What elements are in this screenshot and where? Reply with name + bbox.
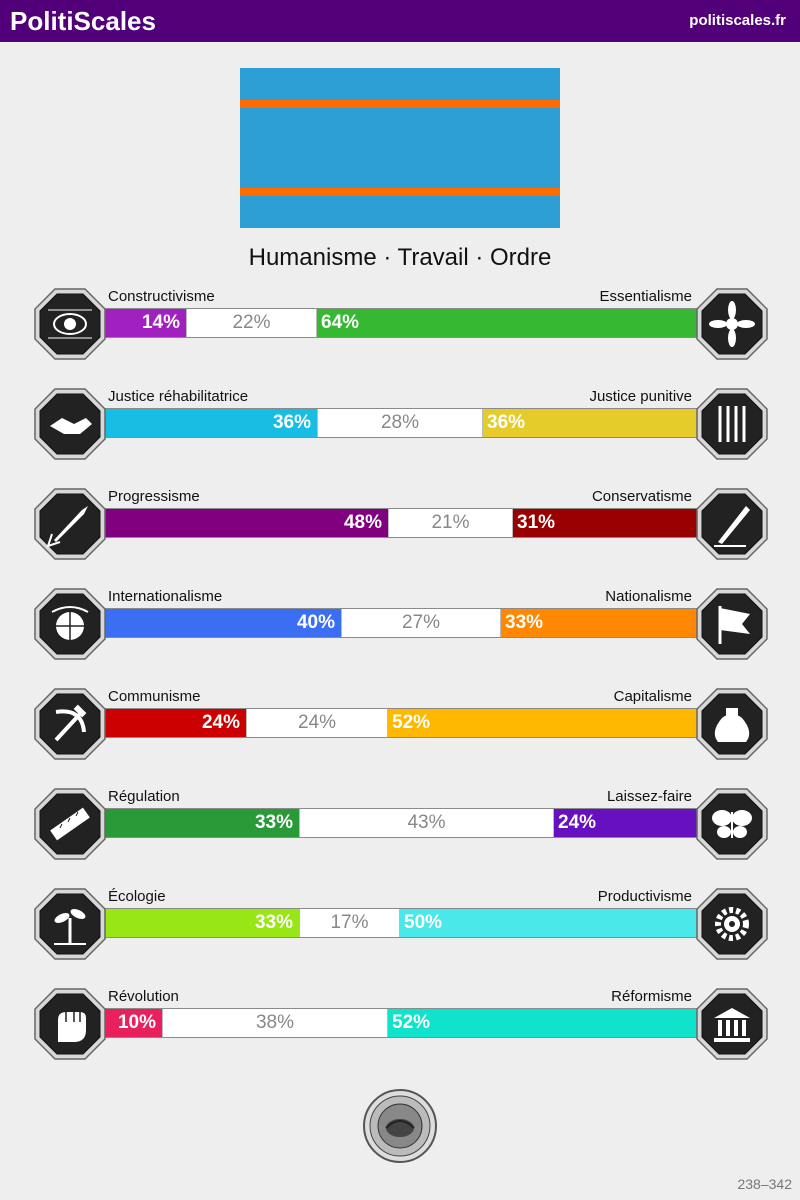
- axis-right-value: 52%: [388, 1009, 697, 1037]
- flag-icon: [696, 588, 768, 660]
- axis-row: [0, 388, 800, 468]
- axis-right-value: 31%: [513, 509, 697, 537]
- axis-left-value: 24%: [103, 709, 246, 737]
- fist-icon: [34, 988, 106, 1060]
- ideology-slogan: Humanisme · Travail · Ordre: [248, 244, 552, 271]
- axis-right-label: Laissez-faire: [606, 788, 692, 805]
- quill-icon: [696, 488, 768, 560]
- axis-row: [0, 288, 800, 368]
- axis-left-value: 10%: [103, 1009, 162, 1037]
- flag-stripe-top: [240, 100, 560, 108]
- axis-left-label: Justice réhabilitatrice: [108, 388, 249, 405]
- axis-left-label: Écologie: [108, 888, 166, 905]
- axis-middle-value: 24%: [246, 709, 388, 737]
- axis-left-value: 40%: [103, 609, 341, 637]
- axis-right-label: Nationalisme: [605, 588, 692, 605]
- gear-icon: [696, 888, 768, 960]
- axis-right-value: 52%: [388, 709, 697, 737]
- axis-bar: [102, 1008, 698, 1038]
- axis-right-value: 36%: [483, 409, 697, 437]
- handshake-icon: [34, 388, 106, 460]
- result-code: 238–342: [737, 1176, 792, 1192]
- axis-bar: [102, 808, 698, 838]
- butterfly-icon: [696, 788, 768, 860]
- rocket-icon: [34, 488, 106, 560]
- axis-right-value: 64%: [317, 309, 697, 337]
- axis-row: [0, 588, 800, 668]
- axis-middle-value: 38%: [162, 1009, 388, 1037]
- axis-left-value: 33%: [103, 909, 299, 937]
- sprout-icon: [34, 888, 106, 960]
- axis-left-label: Régulation: [108, 788, 180, 805]
- axis-left-value: 36%: [103, 409, 317, 437]
- axis-row: [0, 788, 800, 868]
- prison-bars-icon: [696, 388, 768, 460]
- axis-left-label: Constructivisme: [108, 288, 215, 305]
- axis-right-value: 33%: [501, 609, 697, 637]
- axis-row: [0, 988, 800, 1068]
- axis-right-label: Essentialisme: [599, 288, 692, 305]
- axis-bar: [102, 408, 698, 438]
- axis-middle-value: 22%: [186, 309, 317, 337]
- axis-right-label: Réformisme: [611, 988, 692, 1005]
- axis-left-label: Internationalisme: [108, 588, 223, 605]
- axis-bar: [102, 508, 698, 538]
- axis-middle-value: 21%: [388, 509, 513, 537]
- axis-middle-value: 27%: [341, 609, 501, 637]
- eye-icon: [34, 288, 106, 360]
- flag-stripe-bottom: [240, 188, 560, 196]
- axis-left-value: 33%: [103, 809, 299, 837]
- axis-bar: [102, 708, 698, 738]
- brand-title[interactable]: PolitiScales: [10, 6, 156, 36]
- axis-right-value: 24%: [554, 809, 697, 837]
- axis-bar: [102, 308, 698, 338]
- axis-left-label: Révolution: [108, 988, 179, 1005]
- axis-left-value: 14%: [103, 309, 186, 337]
- axis-middle-value: 17%: [299, 909, 400, 937]
- header-bar: [0, 0, 800, 42]
- axis-bar: [102, 908, 698, 938]
- hammer-sickle-icon: [34, 688, 106, 760]
- ideology-flag: [240, 68, 560, 228]
- axis-row: [0, 688, 800, 768]
- axis-bar: [102, 608, 698, 638]
- parliament-icon: [696, 988, 768, 1060]
- axis-right-label: Justice punitive: [589, 388, 692, 405]
- axis-left-label: Communisme: [108, 688, 201, 705]
- axis-middle-value: 43%: [299, 809, 554, 837]
- seal-icon: [362, 1088, 438, 1164]
- axis-row: [0, 488, 800, 568]
- axis-right-label: Capitalisme: [613, 688, 692, 705]
- ruler-icon: [34, 788, 106, 860]
- site-url[interactable]: politiscales.fr: [689, 12, 786, 29]
- axis-right-label: Productivisme: [597, 888, 692, 905]
- axis-left-value: 48%: [103, 509, 388, 537]
- flower-icon: [696, 288, 768, 360]
- axis-row: [0, 888, 800, 968]
- globe-icon: [34, 588, 106, 660]
- axis-right-value: 50%: [400, 909, 697, 937]
- money-bag-icon: [696, 688, 768, 760]
- axis-left-label: Progressisme: [108, 488, 200, 505]
- axis-middle-value: 28%: [317, 409, 483, 437]
- axis-right-label: Conservatisme: [591, 488, 692, 505]
